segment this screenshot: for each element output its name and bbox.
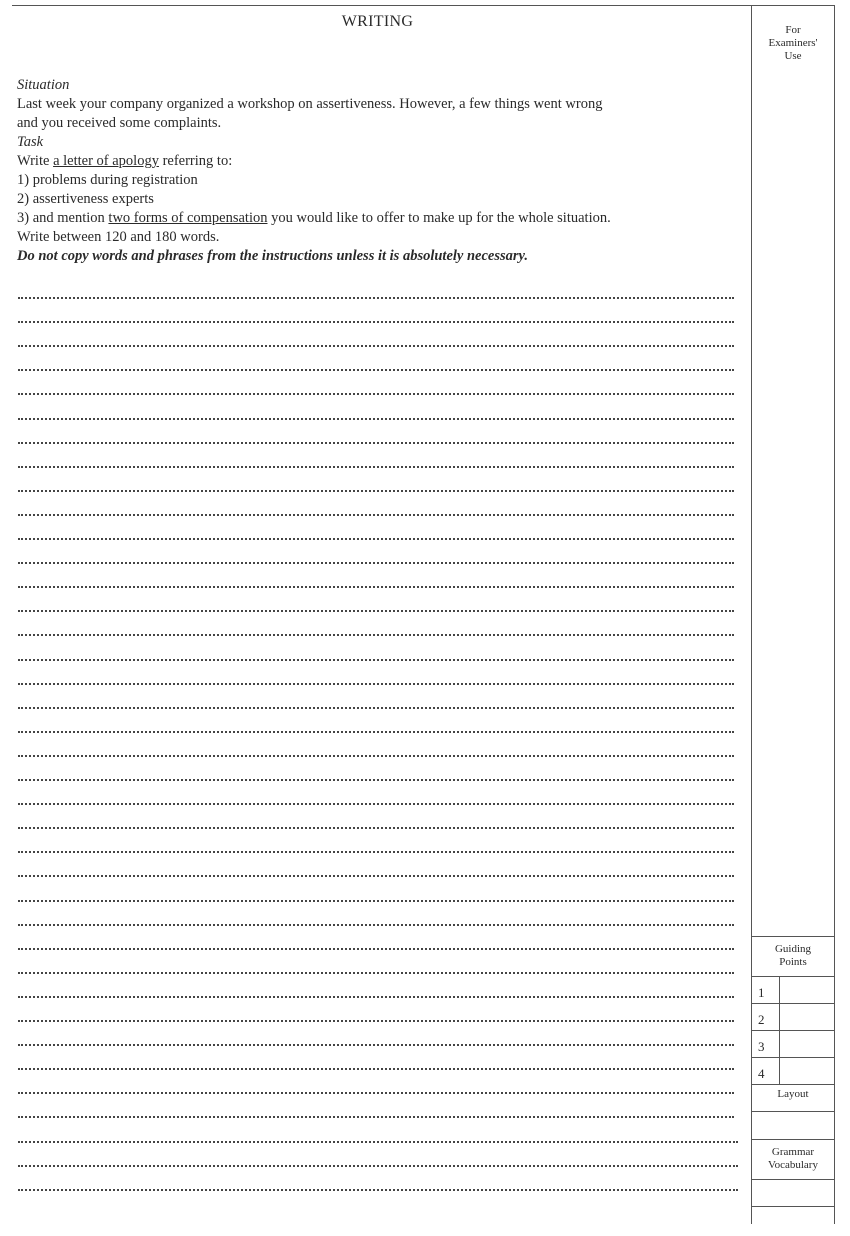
- top-border: [12, 5, 835, 6]
- guiding-point-number: 3: [758, 1039, 765, 1054]
- writing-line[interactable]: [18, 731, 734, 733]
- marking-divider: [752, 1179, 835, 1180]
- guiding-point-number: 4: [758, 1066, 765, 1081]
- writing-line[interactable]: [18, 586, 734, 588]
- writing-line[interactable]: [18, 707, 734, 709]
- page-title: WRITING: [341, 13, 414, 30]
- grammar-vocabulary-label: Grammar Vocabulary: [768, 1146, 818, 1171]
- writing-line[interactable]: [18, 972, 734, 974]
- task-point-1: 1) problems during registration: [17, 172, 198, 188]
- writing-line[interactable]: [18, 418, 734, 420]
- writing-line[interactable]: [18, 779, 734, 781]
- task-intro: Write a letter of apology referring to:: [17, 153, 233, 169]
- writing-line[interactable]: [18, 900, 734, 902]
- writing-line[interactable]: [18, 803, 734, 805]
- marking-divider: [752, 1057, 835, 1058]
- writing-line[interactable]: [18, 1141, 738, 1143]
- writing-line[interactable]: [18, 321, 734, 323]
- writing-line[interactable]: [18, 1165, 738, 1167]
- writing-line[interactable]: [18, 345, 734, 347]
- writing-line[interactable]: [18, 948, 734, 950]
- writing-line[interactable]: [18, 875, 734, 877]
- writing-line[interactable]: [18, 610, 734, 612]
- guiding-points-label: Guiding Points: [774, 943, 812, 968]
- writing-line[interactable]: [18, 538, 734, 540]
- guiding-point-number: 2: [758, 1012, 765, 1027]
- task-letter-type: a letter of apology: [53, 153, 159, 169]
- situation-line: Last week your company organized a workshop on assertiveness. However, a few things went wrong: [17, 96, 603, 112]
- task-heading: Task: [17, 134, 44, 150]
- writing-line[interactable]: [18, 851, 734, 853]
- writing-line[interactable]: [18, 514, 734, 516]
- writing-line[interactable]: [18, 1116, 734, 1118]
- writing-line[interactable]: [18, 369, 734, 371]
- writing-line[interactable]: [18, 827, 734, 829]
- writing-line[interactable]: [18, 683, 734, 685]
- writing-line[interactable]: [18, 1092, 734, 1094]
- copy-warning: Do not copy words and phrases from the instructions unless it is absolutely necessary.: [17, 248, 529, 264]
- writing-line[interactable]: [18, 755, 734, 757]
- marking-divider: [752, 1003, 835, 1004]
- marking-divider: [752, 936, 835, 937]
- instructions: [17, 76, 747, 266]
- marking-divider: [752, 1030, 835, 1031]
- writing-line[interactable]: [18, 1189, 738, 1191]
- writing-line[interactable]: [18, 996, 734, 998]
- marking-divider: [752, 1111, 835, 1112]
- writing-line[interactable]: [18, 562, 734, 564]
- writing-line[interactable]: [18, 393, 734, 395]
- word-limit: Write between 120 and 180 words.: [17, 229, 220, 245]
- writing-line[interactable]: [18, 634, 734, 636]
- writing-line[interactable]: [18, 442, 734, 444]
- writing-line[interactable]: [18, 297, 734, 299]
- examiner-column-border: [751, 5, 752, 1224]
- examiners-use-label: For Examiners' Use: [768, 24, 818, 62]
- writing-line[interactable]: [18, 1068, 734, 1070]
- marking-divider: [752, 1206, 835, 1207]
- writing-line[interactable]: [18, 924, 734, 926]
- marking-divider: [752, 1139, 835, 1140]
- layout-label: Layout: [777, 1088, 809, 1100]
- situation-line: and you received some complaints.: [17, 115, 222, 131]
- writing-line[interactable]: [18, 659, 734, 661]
- right-border: [834, 5, 835, 1224]
- marking-divider: [752, 976, 835, 977]
- writing-line[interactable]: [18, 490, 734, 492]
- marking-divider: [779, 976, 780, 1084]
- writing-line[interactable]: [18, 1020, 734, 1022]
- writing-line[interactable]: [18, 466, 734, 468]
- task-point-3: 3) and mention two forms of compensation you would like to offer to make up for the whole situation.: [17, 210, 611, 226]
- writing-line[interactable]: [18, 1044, 734, 1046]
- guiding-point-number: 1: [758, 985, 765, 1000]
- marking-divider: [752, 1084, 835, 1085]
- task-point-2: 2) assertiveness experts: [17, 191, 154, 207]
- task-compensation: two forms of compensation: [108, 210, 268, 226]
- situation-heading: Situation: [17, 77, 70, 93]
